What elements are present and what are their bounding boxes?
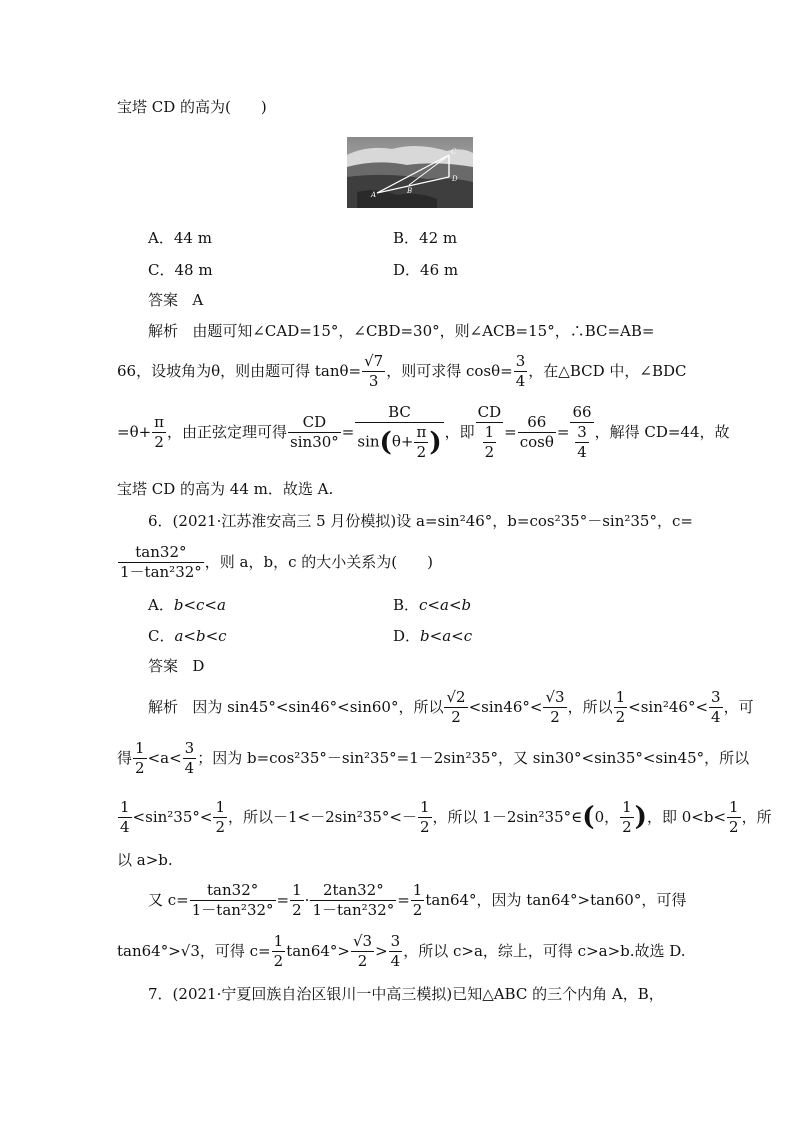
q5-option-d: D．46 m: [393, 261, 459, 279]
q6-analysis-line3: 1 4 <sin²35°< 1 2 ，所以－1<－2sin²35°<－ 1 2 ，所以 1－2sin²35°∈ ( 0， 1 2 ) ，即 0<b< 1 2 ，所: [120, 797, 772, 836]
q5-stem: 宝塔 CD 的高为( ): [117, 98, 267, 116]
frac-sqrt7-3: $\frac{√7}{3}$: [364, 351, 384, 390]
q5-option-a: A．44 m: [148, 229, 212, 247]
q5-analysis-line1: 解析 由题可知∠CAD=15°，∠CBD=30°，则∠ACB=15°，∴BC=AB=: [148, 322, 655, 340]
figure-label-C: C: [451, 148, 457, 156]
q6-option-d: D．b<a<c: [393, 627, 473, 645]
q6-stem-line1: 6．(2021·江苏淮安高三 5 月份模拟)设 a=sin²46°，b=cos²35°－sin²35°，c=: [148, 512, 693, 530]
q6-analysis-line5: 又 c= $\frac{\tan 32^\circ}{\text{1－tan²32°}}$ = $\frac{1}{2}$ · $\frac{2\tan 32^\circ}{\text{1－tan²32°}}$ = $\frac{1}{2}$ tan64°，因为 tan64°>tan60°，可得: [148, 880, 687, 919]
figure-label-A: A: [371, 191, 377, 199]
q5-analysis-line4: 宝塔 CD 的高为 44 m．故选 A.: [117, 480, 334, 498]
frac-3-4: $\frac{3}{4}$: [515, 351, 526, 390]
q6-option-b: B．c<a<b: [393, 596, 472, 614]
pagoda-photo: [347, 137, 473, 208]
q6-analysis-line4: 以 a>b.: [117, 851, 173, 869]
q6-option-c: C．a<b<c: [148, 627, 227, 645]
q5-option-b: B．42 m: [393, 229, 458, 247]
q6-answer: 答案 D: [148, 657, 205, 675]
q5-analysis-line3: =θ+ $\frac{\pi}{2}$ ，由正弦定理可得 $\frac{CD}{\sin 30^\circ}$ = BC sin(θ+ $\frac{\pi}{2}$ ) ，即 $\frac{CD}{\frac{1}{2}}$ = $\frac{66}{\cos\theta}$ = $\frac{66}{\frac{3}{4}}$ ，解得 CD=44，故: [117, 402, 730, 461]
q5-option-c: C．48 m: [148, 261, 213, 279]
q5-answer: 答案 A: [148, 291, 204, 309]
q6-stem-line2: tan32° 1－tan²32° ，则 a，b，c 的大小关系为( ): [120, 542, 433, 581]
q7-stem: 7．(2021·宁夏回族自治区银川一中高三模拟)已知△ABC 的三个内角 A，B，: [148, 985, 664, 1003]
q6-option-a: A．b<c<a: [148, 596, 226, 614]
figure-label-D: D: [452, 175, 458, 183]
q6-analysis-line6: tan64°>√3，可得 c= $\frac{1}{2}$ tan64°> √3 2 > 3 4 ，所以 c>a，综上，可得 c>a>b.故选 D.: [117, 931, 686, 970]
q6-analysis-line2: 得 1 2 <a< 3 4 ；因为 b=cos²35°－sin²35°=1－2sin²35°，又 sin30°<sin35°<sin45°，所以: [117, 738, 750, 777]
q5-analysis-line2: 66，设坡角为θ，则由题可得 tanθ= $\frac{√7}{3}$ ，则可求得 cosθ= $\frac{3}{4}$ ，在△BCD 中，∠BDC: [117, 351, 687, 390]
q6-analysis-line1: 解析 因为 sin45°<sin46°<sin60°，所以 √2 2 <sin46°< √3 2 ，所以 1 2 <sin²46°< 3 4 ，可: [148, 687, 754, 726]
figure-label-B: B: [407, 187, 413, 195]
